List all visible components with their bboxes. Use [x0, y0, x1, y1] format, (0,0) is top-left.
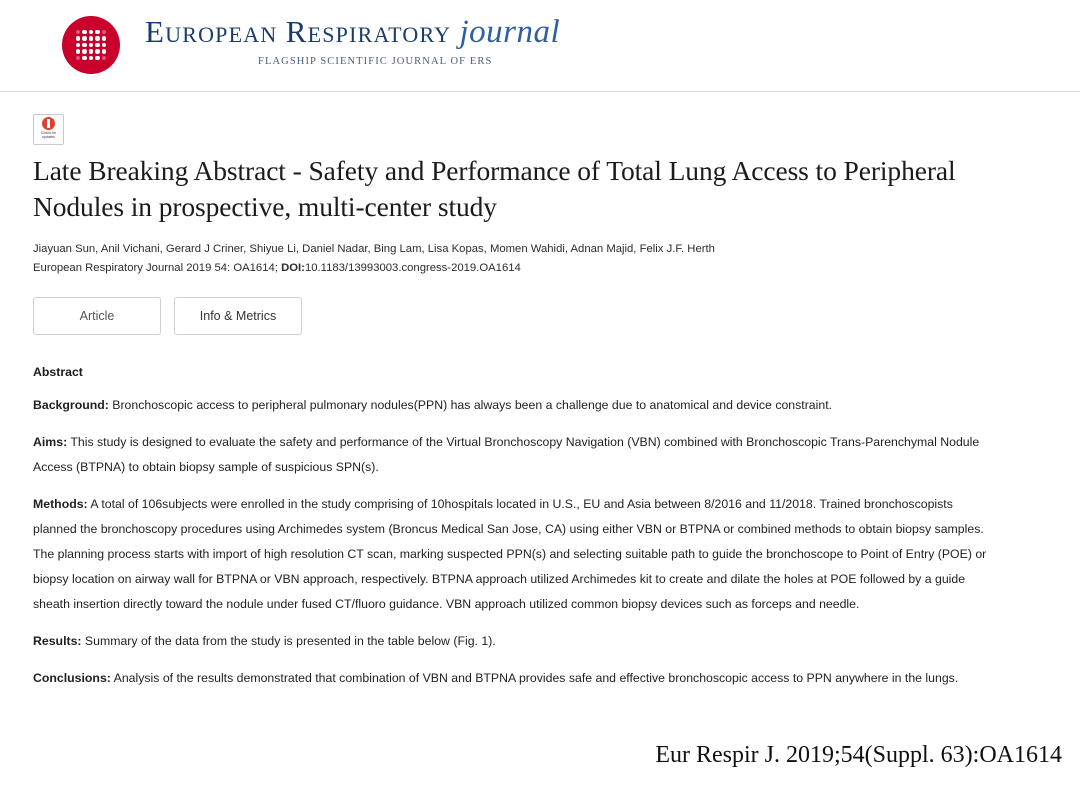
journal-title-word-journal: journal: [459, 14, 561, 50]
abstract-aims-label: Aims:: [33, 435, 68, 449]
abstract-methods-text: A total of 106subjects were enrolled in the study comprising of 10hospitals located in U.S., EU and Asia between 8/2016 and 11/2018. Trained bronchoscopists planned the bronchoscopy procedures using Archimedes system (Broncus Medical San Jose, CA) using either VBN or BTPNA or combined methods to obtain biopsy samples. The planning process starts with import of high resolution CT scan, marking suspected PPN(s) and selecting suitable path to guide the bronchoscope to Point of Entry (POE) or biopsy location on airway wall for BTPNA or VBN approach, respectively. BTPNA approach utilized Archimedes kit to create and dilate the holes at POE followed by a guide sheath insertion directly toward the nodule under fused CT/fluoro guidance. VBN approach utilized common biopsy devices such as forceps and needle.: [33, 497, 987, 611]
abstract-heading: Abstract: [33, 365, 83, 379]
abstract-conclusions: [33, 666, 995, 691]
crossmark-badge-icon[interactable]: [33, 114, 64, 145]
article-tabs: [33, 297, 1020, 335]
crossmark-label: Check for updates: [40, 131, 57, 139]
tab-article[interactable]: Article: [33, 297, 161, 335]
abstract-background-text: Bronchoscopic access to peripheral pulmonary nodules(PPN) has always been a challenge due to anatomical and device constraint.: [108, 398, 833, 412]
author-list: Jiayuan Sun, Anil Vichani, Gerard J Criner, Shiyue Li, Daniel Nadar, Bing Lam, Lisa Kopas, Momen Wahidi, Adnan Majid, Felix J.F. Herth: [33, 243, 715, 255]
abstract-background-label: Background:: [33, 398, 109, 412]
abstract-background: [33, 393, 995, 418]
abstract-aims: [33, 430, 995, 480]
abstract-conclusions-label: Conclusions:: [33, 671, 111, 685]
journal-subtitle: FLAGSHIP SCIENTIFIC JOURNAL OF ERS: [258, 56, 493, 67]
citation-doi-value: 10.1183/13993003.congress-2019.OA1614: [304, 262, 521, 274]
journal-masthead: [0, 0, 1080, 92]
ers-logo-icon: [62, 16, 120, 74]
citation-line: [33, 260, 1020, 277]
journal-title-word-european: European: [145, 14, 278, 49]
abstract-results-text: Summary of the data from the study is presented in the table below (Fig. 1).: [81, 634, 496, 648]
logo-dot-grid: [76, 30, 106, 60]
journal-title-word-respiratory: Respiratory: [285, 14, 452, 49]
article-content: [0, 92, 1080, 691]
crossmark-circle-icon: [42, 117, 55, 130]
abstract-methods: [33, 492, 995, 617]
tab-info-metrics[interactable]: Info & Metrics: [174, 297, 302, 335]
abstract-results: [33, 629, 995, 654]
journal-title: [145, 14, 560, 51]
abstract-aims-text: This study is designed to evaluate the safety and performance of the Virtual Bronchoscopy Navigation (VBN) combined with Bronchoscopic Trans-Parenchymal Nodule Access (BTPNA) to obtain biopsy sample of suspicious SPN(s).: [33, 435, 980, 474]
citation-journal-info: European Respiratory Journal 2019 54: OA1614;: [33, 262, 282, 274]
page-title: Late Breaking Abstract - Safety and Performance of Total Lung Access to Peripheral Nodules in prospective, multi-center study: [33, 155, 956, 222]
abstract-methods-label: Methods:: [33, 497, 88, 511]
footer-citation: Eur Respir J. 2019;54(Suppl. 63):OA1614: [655, 742, 1062, 768]
abstract-results-label: Results:: [33, 634, 82, 648]
abstract-conclusions-text: Analysis of the results demonstrated that combination of VBN and BTPNA provides safe and effective bronchoscopic access to PPN anywhere in the lungs.: [110, 671, 959, 685]
citation-doi-label: DOI:: [281, 262, 305, 274]
